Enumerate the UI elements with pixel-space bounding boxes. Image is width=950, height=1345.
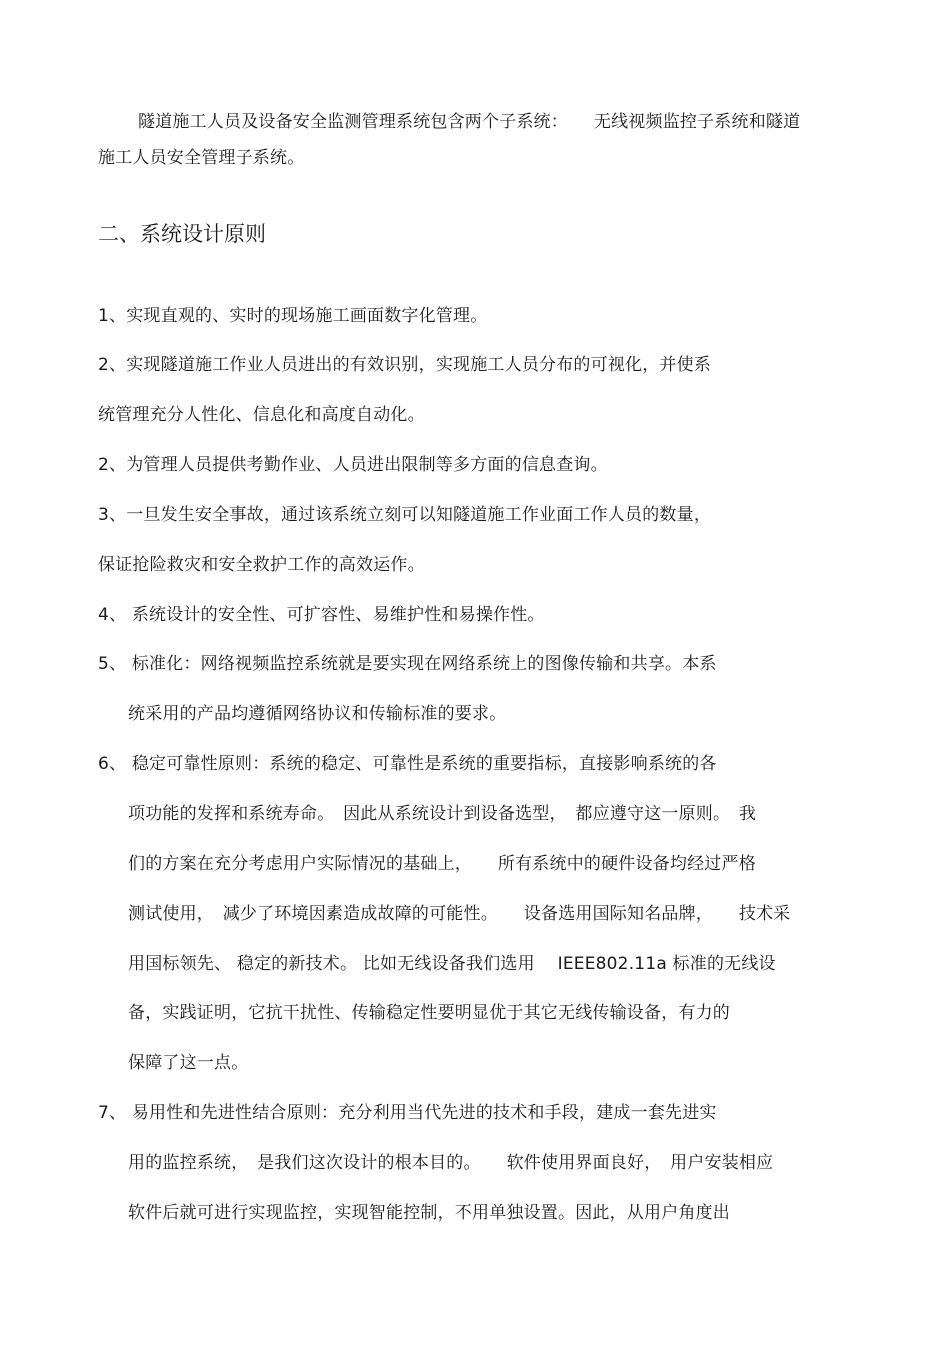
item-2b-line: 2、为管理人员提供考勤作业、人员进出限制等多方面的信息查询。 xyxy=(98,455,608,475)
item-6-line-5: 用国标领先、 稳定的新技术。 比如无线设备我们选用 IEEE802.11a 标准的无线设 xyxy=(128,954,776,974)
item-5-line-2: 统采用的产品均遵循网络协议和传输标准的要求。 xyxy=(128,704,507,724)
intro-line-1: 隧道施工人员及设备安全监测管理系统包含两个子系统： 无线视频监控子系统和隧道 xyxy=(138,112,801,132)
item-6-line-7: 保障了这一点。 xyxy=(128,1053,249,1073)
intro-line-2: 施工人员安全管理子系统。 xyxy=(98,148,305,168)
item-5-line-1: 5、 标准化：网络视频监控系统就是要实现在网络系统上的图像传输和共享。本系 xyxy=(98,654,717,674)
section-heading: 二、系统设计原则 xyxy=(98,222,266,246)
item-6-line-6: 备，实践证明，它抗干扰性、传输稳定性要明显优于其它无线传输设备，有力的 xyxy=(128,1003,730,1023)
item-6-line-1: 6、 稳定可靠性原则：系统的稳定、可靠性是系统的重要指标，直接影响系统的各 xyxy=(98,754,717,774)
item-6-line-3: 们的方案在充分考虑用户实际情况的基础上， 所有系统中的硬件设备均经过严格 xyxy=(128,854,756,874)
item-7-line-3: 软件后就可进行实现监控，实现智能控制，不用单独设置。因此，从用户角度出 xyxy=(128,1203,730,1223)
item-7-line-1: 7、 易用性和先进性结合原则：充分利用当代先进的技术和手段，建成一套先进实 xyxy=(98,1103,717,1123)
item-6-line-2: 项功能的发挥和系统寿命。 因此从系统设计到设备选型， 都应遵守这一原则。 我 xyxy=(128,804,757,824)
item-2-line-2: 统管理充分人性化、信息化和高度自动化。 xyxy=(98,405,425,425)
item-1-line: 1、实现直观的、实时的现场施工画面数字化管理。 xyxy=(98,306,488,326)
item-3-line-2: 保证抢险救灾和安全救护工作的高效运作。 xyxy=(98,555,425,575)
item-7-line-2: 用的监控系统， 是我们这次设计的根本目的。 软件使用界面良好， 用户安装相应 xyxy=(128,1153,774,1173)
item-4-line: 4、 系统设计的安全性、可扩容性、易维护性和易操作性。 xyxy=(98,605,545,625)
item-3-line-1: 3、一旦发生安全事故，通过该系统立刻可以知隧道施工作业面工作人员的数量， xyxy=(98,505,712,525)
item-2-line-1: 2、实现隧道施工作业人员进出的有效识别，实现施工人员分布的可视化，并使系 xyxy=(98,355,712,375)
item-6-line-4: 测试使用， 减少了环境因素造成故障的可能性。 设备选用国际知名品牌， 技术采 xyxy=(128,904,791,924)
